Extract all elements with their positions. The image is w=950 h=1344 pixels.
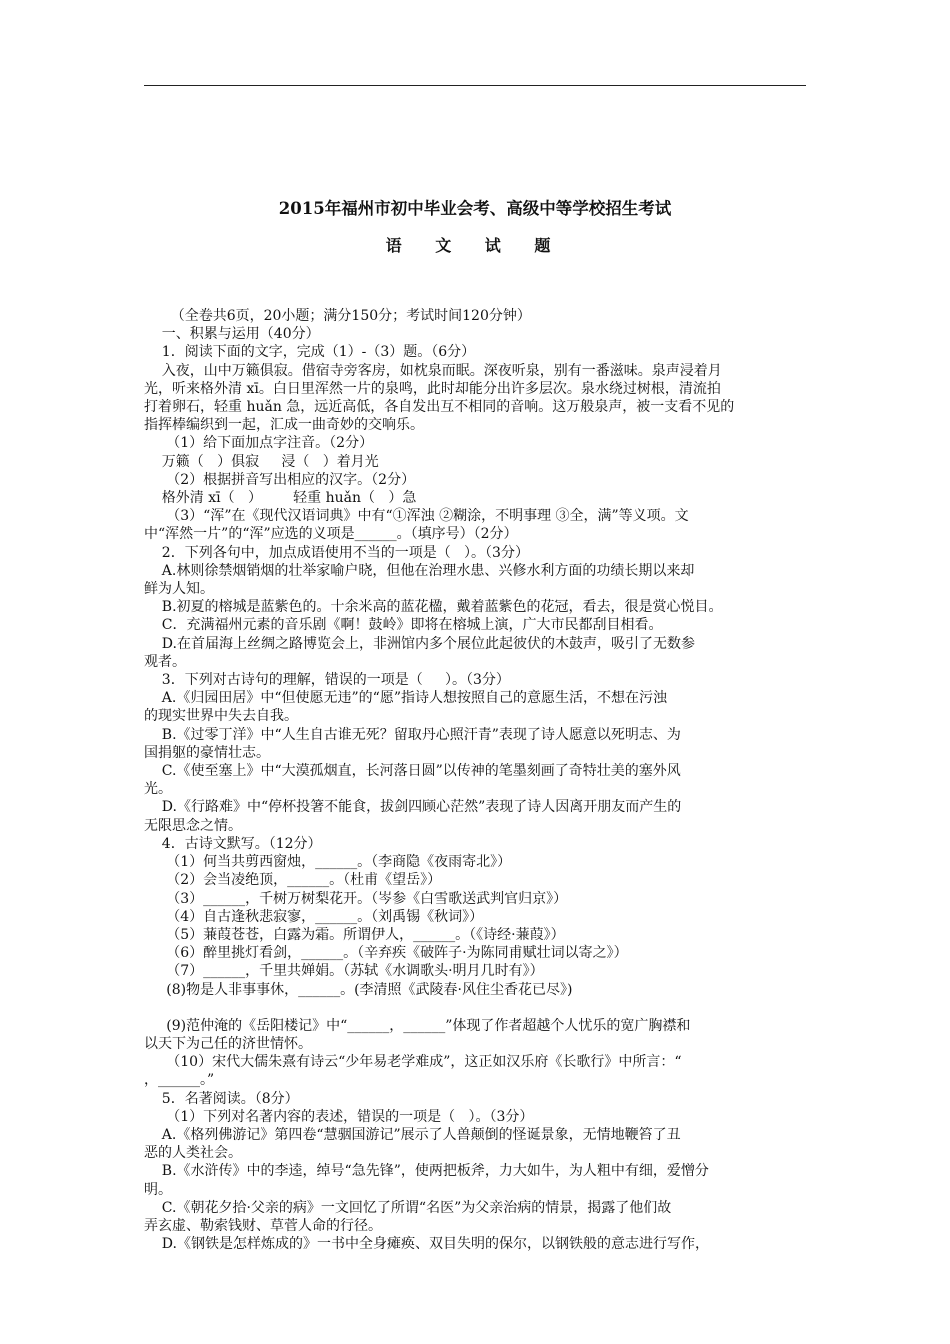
text-line: （1）何当共剪西窗烛，______。（李商隐《夜雨寄北》）	[144, 854, 512, 871]
text-line: 4．古诗文默写。（12分）	[144, 835, 322, 852]
text-line: 观者。	[144, 653, 186, 670]
text-line: 弄玄虚、勒索钱财、草菅人命的行径。	[144, 1217, 382, 1234]
text-line: 鲜为人知。	[144, 581, 214, 598]
text-line: 以天下为己任的济世情怀。	[144, 1035, 312, 1052]
text-line: 中“浑然一片”的“浑”应选的义项是______。（填序号）（2分）	[144, 526, 518, 543]
text-line: （4）自古逢秋悲寂寥，______。（刘禹锡《秋词》）	[144, 908, 484, 925]
text-line: D.在首届海上丝绸之路博览会上，非洲馆内多个展位此起彼伏的木鼓声，吸引了无数参	[144, 635, 695, 652]
text-line: 一、积累与运用（40分）	[144, 326, 320, 343]
text-line: A.林则徐禁烟销烟的壮举家喻户晓，但他在治理水患、兴修水利方面的功绩长期以来却	[144, 562, 695, 579]
text-line: （1）给下面加点字注音。（2分）	[144, 435, 374, 452]
text-line: (9)范仲淹的《岳阳楼记》中“______，______”体现了作者超越个人忧乐的宽广胸襟和	[144, 1017, 691, 1034]
text-line: （6）醉里挑灯看剑，______。（辛弃疾《破阵子·为陈同甫赋壮词以寄之》）	[144, 945, 628, 962]
text-line: 格外清 xī（ ） 轻重 huǎn（ ）急	[144, 490, 417, 507]
text-line: (8)物是人非事事休，______。(李清照《武陵春·风住尘香花已尽》)	[144, 981, 573, 998]
text-line: 3．下列对古诗句的理解，错误的一项是（ ）。（3分）	[144, 672, 510, 689]
text-line: 光。	[144, 781, 172, 798]
text-line: 国捐躯的豪情壮志。	[144, 744, 270, 761]
text-line: （5）蒹葭苍苍，白露为霜。所谓伊人，______。（《诗经·蒹葭》）	[144, 926, 565, 943]
text-line: （3）“浑”在《现代汉语词典》中有“①浑浊 ②糊涂，不明事理 ③全，满”等义项。文	[144, 508, 689, 525]
text-line: （7）______，千里共婵娟。（苏轼《水调歌头·明月几时有》）	[144, 963, 544, 980]
text-line: B.《过零丁洋》中“人生自古谁无死？留取丹心照汗青”表现了诗人愿意以死明志、为	[144, 726, 681, 743]
text-line: （3）______，千树万树梨花开。（岑参《白雪歌送武判官归京》）	[144, 890, 568, 907]
text-line: 无限思念之情。	[144, 817, 242, 834]
text-line: （全卷共6页，20小题；满分150分；考试时间120分钟）	[144, 308, 531, 324]
text-line: （2）会当凌绝顶，______。（杜甫《望岳》）	[144, 872, 442, 889]
text-line: （10）宋代大儒朱熹有诗云“少年易老学难成”，这正如汉乐府《长歌行》中所言：“	[144, 1054, 682, 1071]
text-line: 万籁（ ）俱寂 浸（ ）着月光	[144, 453, 379, 470]
exam-subtitle: 语 文 试 题	[385, 236, 565, 255]
text-line: B.《水浒传》中的李逵，绰号“急先锋”，使两把板斧，力大如牛，为人粗中有细，爱憎分	[144, 1163, 709, 1180]
text-line: 5．名著阅读。（8分）	[144, 1090, 299, 1107]
exam-title: 2015年福州市初中毕业会考、高级中等学校招生考试	[278, 199, 672, 218]
text-line: ，______。”	[144, 1072, 215, 1089]
text-line: 入夜，山中万籁俱寂。借宿寺旁客房，如枕泉而眠。深夜听泉，别有一番滋味。泉声浸着月	[144, 362, 722, 379]
text-line: 明。	[144, 1181, 172, 1198]
text-line: 1．阅读下面的文字，完成（1）-（3）题。（6分）	[144, 344, 476, 361]
text-line: 打着卵石，轻重 huǎn 急，远近高低，各自发出互不相同的音响。这万般泉声，被一支看不见的	[144, 399, 735, 416]
text-line: A.《格列佛游记》第四卷“慧骃国游记”展示了人兽颠倒的怪诞景象，无情地鞭笞了丑	[144, 1126, 681, 1143]
text-line: 的现实世界中失去自我。	[144, 708, 298, 725]
text-line: 光，听来格外清 xī。白日里浑然一片的泉鸣，此时却能分出许多层次。泉水绕过树根，清流拍	[144, 380, 721, 397]
text-line: （2）根据拼音写出相应的汉字。（2分）	[144, 471, 416, 488]
text-line: A.《归园田居》中“但使愿无违”的“愿”指诗人想按照自己的意愿生活，不想在污浊	[144, 690, 667, 707]
text-line: （1）下列对名著内容的表述，错误的一项是（ ）。（3分）	[144, 1108, 534, 1125]
text-line: D.《钢铁是怎样炼成的》一书中全身瘫痪、双目失明的保尔，以钢铁般的意志进行写作，	[144, 1236, 709, 1253]
text-line: B.初夏的榕城是蓝紫色的。十余米高的蓝花楹，戴着蓝紫色的花冠，看去，很是赏心悦目。	[144, 599, 723, 616]
text-line: C.《使至塞上》中“大漠孤烟直，长河落日圆”以传神的笔墨刻画了奇特壮美的塞外风	[144, 763, 681, 780]
text-line: C．充满福州元素的音乐剧《啊！鼓岭》即将在榕城上演，广大市民都刮目相看。	[144, 617, 663, 634]
exam-body	[144, 307, 808, 1253]
text-line: 2．下列各句中，加点成语使用不当的一项是（ ）。（3分）	[144, 544, 529, 561]
text-line: D.《行路难》中“停杯投箸不能食，拔剑四顾心茫然”表现了诗人因离开朋友而产生的	[144, 799, 682, 816]
text-line: 指挥棒编织到一起，汇成一曲奇妙的交响乐。	[144, 417, 424, 434]
text-line: 恶的人类社会。	[144, 1145, 242, 1162]
text-line	[144, 999, 808, 1017]
header-rule	[144, 85, 806, 86]
text-line: C.《朝花夕拾·父亲的病》一文回忆了所谓“名医”为父亲治病的情景，揭露了他们故	[144, 1199, 672, 1216]
